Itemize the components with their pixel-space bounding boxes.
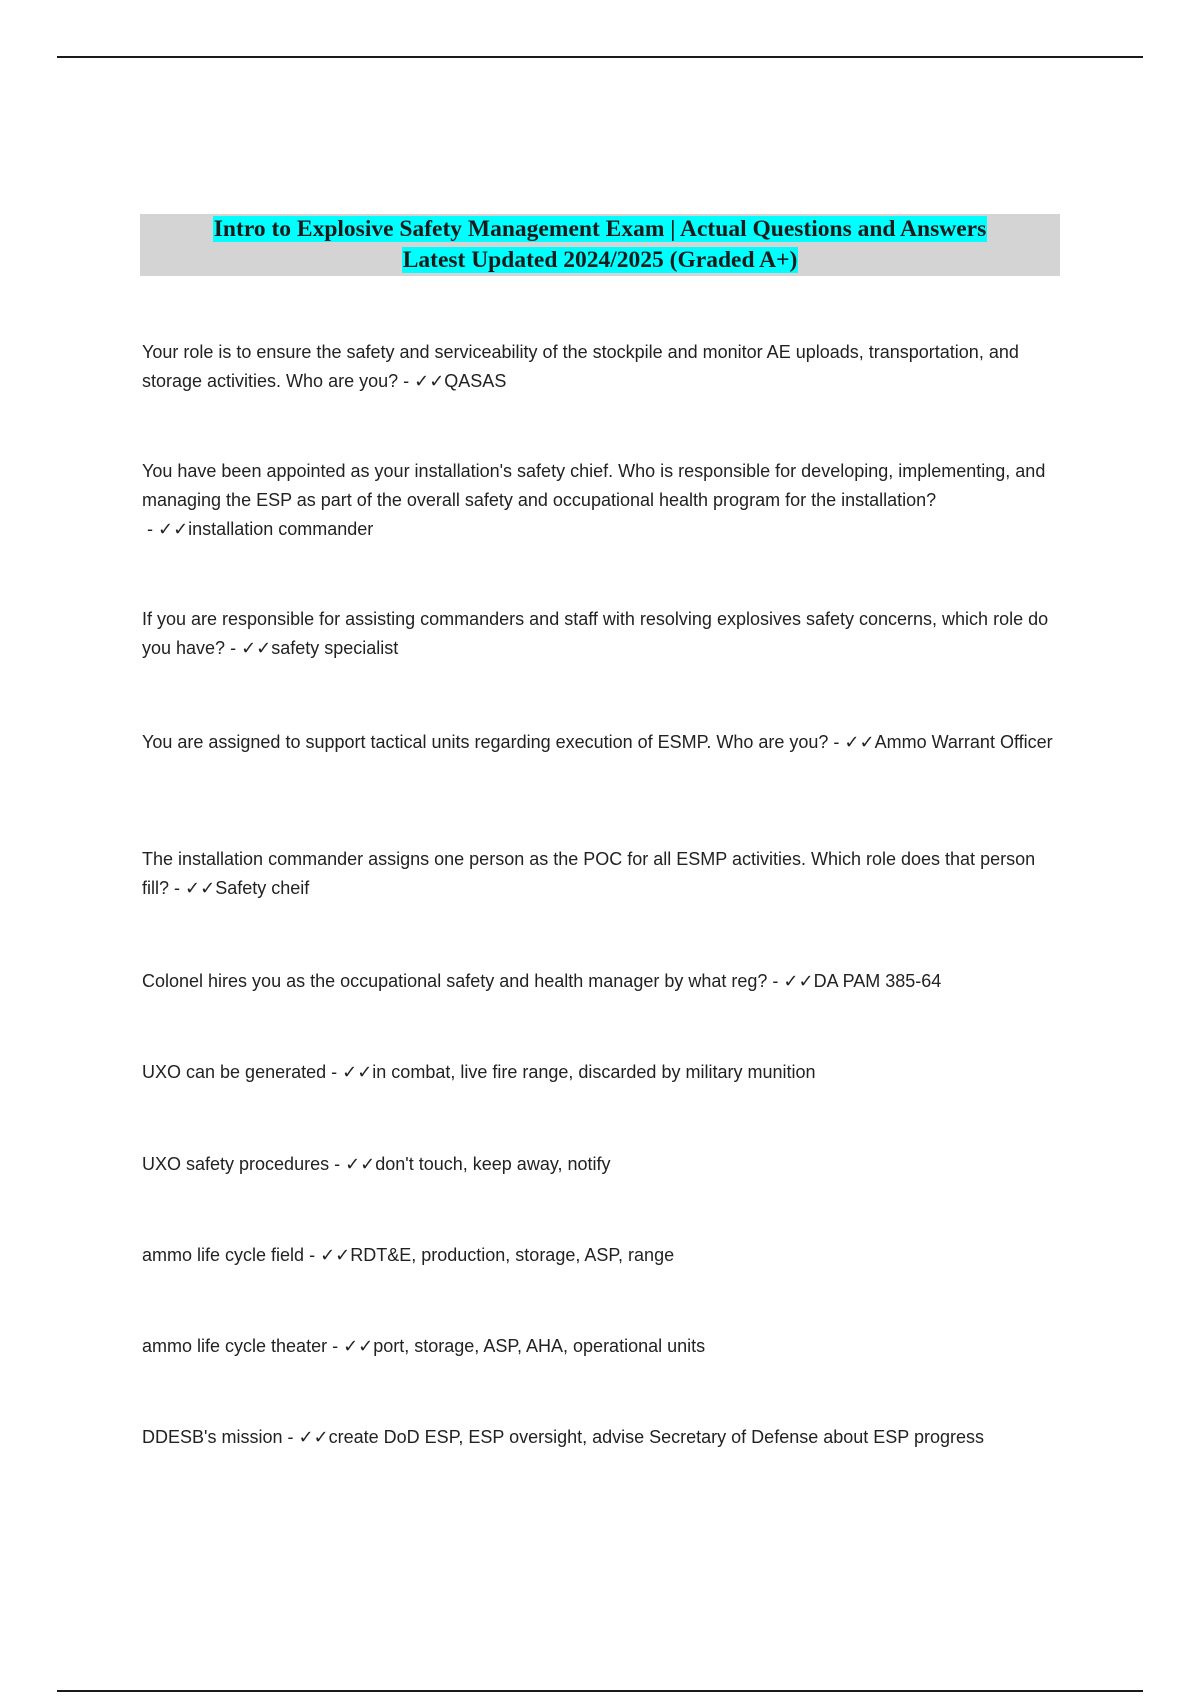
question-text: DDESB's mission (142, 1427, 283, 1447)
qa-item-9: ammo life cycle field - ✓✓RDT&E, production, storage, ASP, range (142, 1245, 675, 1265)
answer-text: create DoD ESP, ESP oversight, advise Secretary of Defense about ESP progress (328, 1427, 984, 1447)
check-mark-icon: ✓✓ (414, 371, 445, 391)
question-text: UXO can be generated (142, 1062, 327, 1082)
qa-item-4: You are assigned to support tactical units regarding execution of ESMP. Who are you? - ✓✓Ammo Warrant Officer (142, 732, 1053, 752)
answer-text: QASAS (444, 371, 507, 391)
check-mark-icon: ✓✓ (158, 519, 189, 539)
answer-text: RDT&E, production, storage, ASP, range (350, 1245, 675, 1265)
qa-item-2: You have been appointed as your installation's safety chief. Who is responsible for developing, implementing, and managing the ESP as part of the overall safety and occupational health program for the installation? - ✓✓installation commander (142, 461, 1046, 539)
question-text: ammo life cycle field (142, 1245, 305, 1265)
title-line-2: Latest Updated 2024/2025 (Graded A+) (402, 247, 798, 273)
check-mark-icon: ✓✓ (342, 1062, 373, 1082)
check-mark-icon: ✓✓ (241, 638, 272, 658)
qa-item-5: The installation commander assigns one person as the POC for all ESMP activities. Which role does that person fill? - ✓✓Safety cheif (142, 849, 1036, 898)
question-text: You are assigned to support tactical units regarding execution of ESMP. Who are you? (142, 732, 829, 752)
qa-item-10: ammo life cycle theater - ✓✓port, storage, ASP, AHA, operational units (142, 1336, 706, 1356)
question-text: You have been appointed as your installation's safety chief. Who is responsible for developing, implementing, and managing the ESP as part of the overall safety and occupational health program for the installation? (142, 461, 1046, 510)
qa-item-1: Your role is to ensure the safety and serviceability of the stockpile and monitor AE uploads, transportation, and storage activities. Who are you? - ✓✓QASAS (142, 342, 1019, 391)
qa-item-11: DDESB's mission - ✓✓create DoD ESP, ESP oversight, advise Secretary of Defense about ESP progress (142, 1427, 984, 1447)
answer-text: installation commander (188, 519, 374, 539)
bottom-rule (57, 1690, 1143, 1692)
answer-text: in combat, live fire range, discarded by military munition (372, 1062, 816, 1082)
qa-item-3: If you are responsible for assisting commanders and staff with resolving explosives safety concerns, which role do you have? - ✓✓safety specialist (142, 609, 1049, 658)
question-text: Your role is to ensure the safety and serviceability of the stockpile and monitor AE uploads, transportation, and storage activities. Who are you? (142, 342, 1019, 391)
answer-text: DA PAM 385-64 (813, 971, 942, 991)
document-title (140, 214, 1060, 276)
answer-text: Safety cheif (215, 878, 310, 898)
check-mark-icon: ✓✓ (185, 878, 216, 898)
check-mark-icon: ✓✓ (298, 1427, 329, 1447)
answer-text: don't touch, keep away, notify (375, 1154, 611, 1174)
qa-item-7: UXO can be generated - ✓✓in combat, live fire range, discarded by military munition (142, 1062, 816, 1082)
check-mark-icon: ✓✓ (345, 1154, 376, 1174)
answer-text: Ammo Warrant Officer (874, 732, 1053, 752)
answer-text: port, storage, ASP, AHA, operational units (373, 1336, 706, 1356)
question-text: If you are responsible for assisting commanders and staff with resolving explosives safety concerns, which role do you have? (142, 609, 1049, 658)
check-mark-icon: ✓✓ (844, 732, 875, 752)
check-mark-icon: ✓✓ (343, 1336, 374, 1356)
title-line-1: Intro to Explosive Safety Management Exam | Actual Questions and Answers (213, 216, 987, 242)
answer-text: safety specialist (271, 638, 399, 658)
top-rule (57, 56, 1143, 58)
question-text: The installation commander assigns one person as the POC for all ESMP activities. Which role does that person fill? (142, 849, 1036, 898)
qa-item-6: Colonel hires you as the occupational safety and health manager by what reg? - ✓✓DA PAM 385-64 (142, 971, 942, 991)
check-mark-icon: ✓✓ (320, 1245, 351, 1265)
question-text: ammo life cycle theater (142, 1336, 328, 1356)
check-mark-icon: ✓✓ (783, 971, 814, 991)
question-text: UXO safety procedures (142, 1154, 330, 1174)
qa-item-8: UXO safety procedures - ✓✓don't touch, keep away, notify (142, 1154, 611, 1174)
question-text: Colonel hires you as the occupational safety and health manager by what reg? (142, 971, 768, 991)
